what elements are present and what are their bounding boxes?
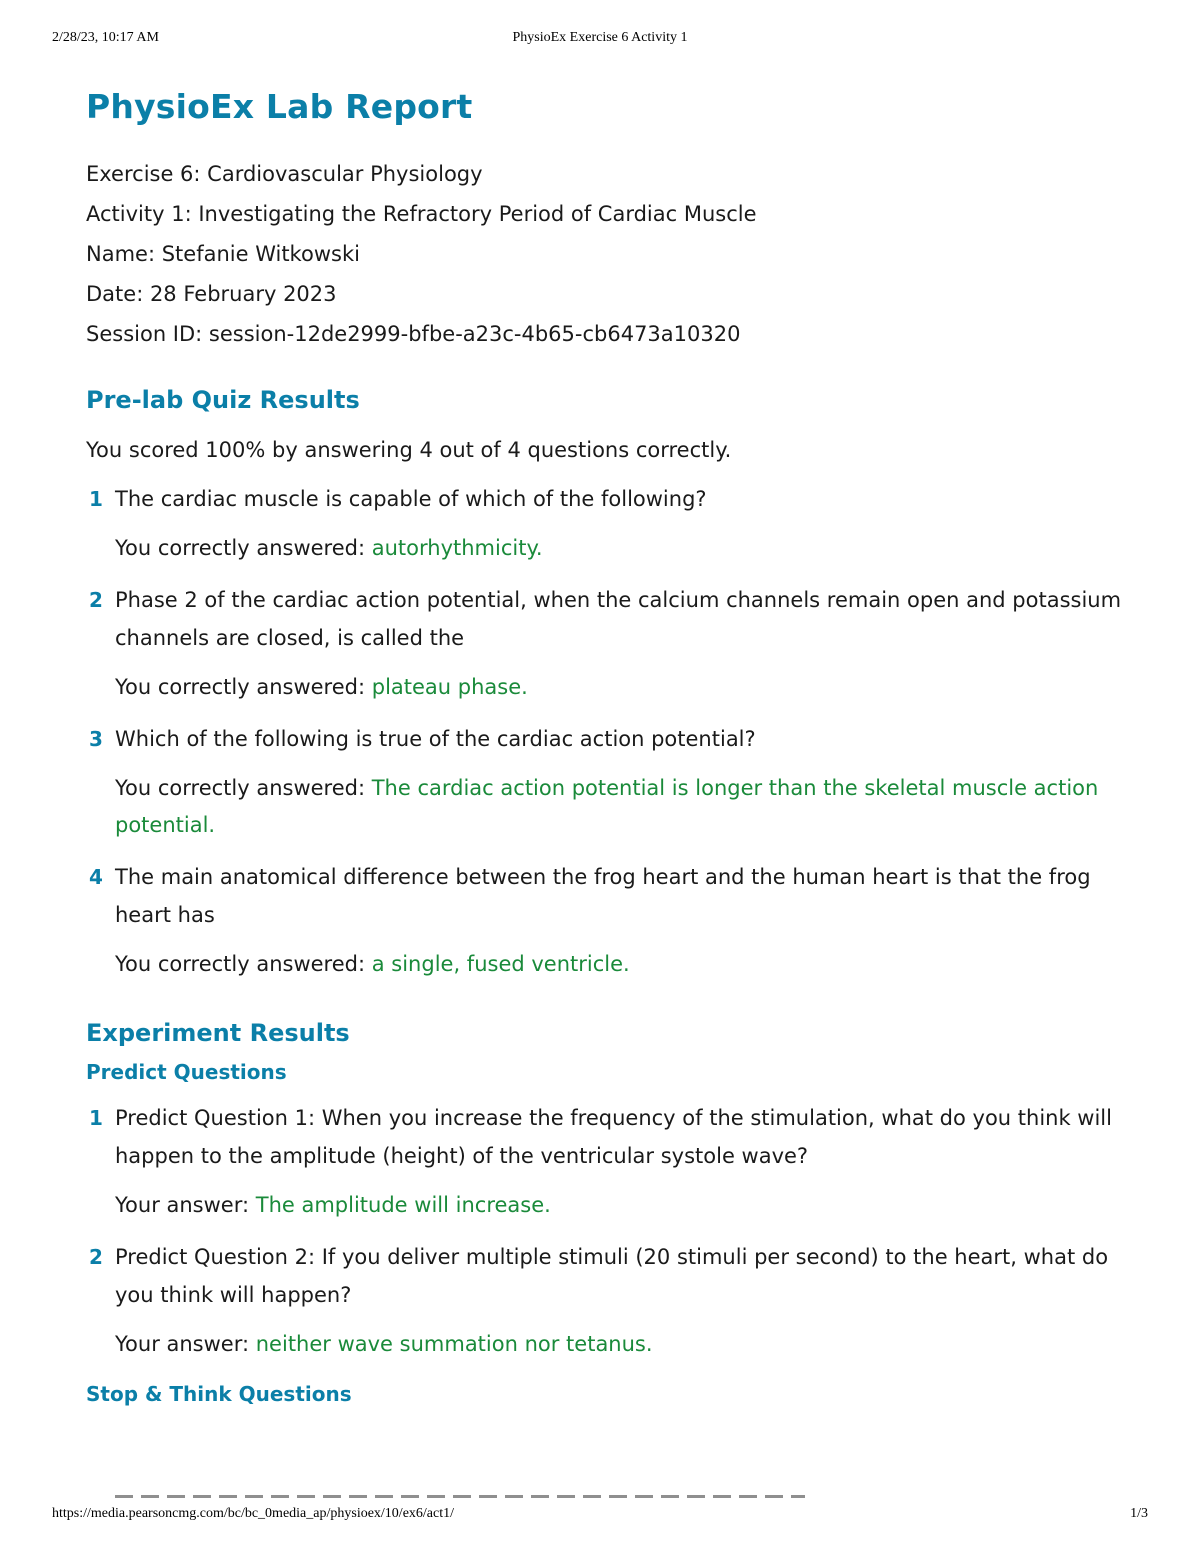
session-id: Session ID: session-12de2999-bfbe-a23c-4b65-cb6473a10320 xyxy=(86,322,741,346)
question-number: 3 xyxy=(89,727,103,751)
question-text: The main anatomical difference between the frog heart and the human heart is that the frog heart has xyxy=(115,865,1091,927)
print-footer xyxy=(0,1506,1200,1526)
report-date: Date: 28 February 2023 xyxy=(86,282,337,306)
print-header xyxy=(0,30,1200,50)
print-doc-title: PhysioEx Exercise 6 Activity 1 xyxy=(512,30,688,45)
exercise-line: Exercise 6: Cardiovascular Physiology xyxy=(86,162,483,186)
question-text: Phase 2 of the cardiac action potential, when the calcium channels remain open and potassium channels are closed, is called the xyxy=(115,588,1122,650)
question-number: 1 xyxy=(89,1106,103,1130)
answer-prefix: You correctly answered: xyxy=(115,952,372,976)
answer-prefix: You correctly answered: xyxy=(115,675,372,699)
question-number: 2 xyxy=(89,588,103,612)
answer-value: a single, fused ventricle. xyxy=(371,952,630,976)
page-break-cut-text xyxy=(115,1493,805,1499)
experiment-heading: Experiment Results xyxy=(86,1019,350,1047)
predict-question xyxy=(86,1099,1146,1224)
print-datetime: 2/28/23, 10:17 AM xyxy=(52,30,159,45)
activity-line: Activity 1: Investigating the Refractory Period of Cardiac Muscle xyxy=(86,202,757,226)
prelab-question xyxy=(86,858,1146,983)
print-url: https://media.pearsoncmg.com/bc/bc_0media_ap/physioex/10/ex6/act1/ xyxy=(52,1506,455,1521)
prelab-question xyxy=(86,581,1146,706)
page-number: 1/3 xyxy=(1130,1506,1148,1521)
question-text: Predict Question 2: If you deliver multiple stimuli (20 stimuli per second) to the heart, what do you think will happen? xyxy=(115,1245,1109,1307)
answer-value: neither wave summation nor tetanus. xyxy=(255,1332,653,1356)
answer-value: The amplitude will increase. xyxy=(255,1193,551,1217)
answer-prefix: Your answer: xyxy=(115,1332,256,1356)
report-content xyxy=(86,84,1146,1421)
question-answer xyxy=(115,669,1146,706)
question-answer xyxy=(115,1326,1146,1363)
question-text: Which of the following is true of the cardiac action potential? xyxy=(115,727,756,751)
question-text: The cardiac muscle is capable of which of the following? xyxy=(115,487,707,511)
answer-prefix: Your answer: xyxy=(115,1193,256,1217)
question-answer xyxy=(115,946,1146,983)
question-number: 2 xyxy=(89,1245,103,1269)
prelab-question xyxy=(86,480,1146,567)
prelab-score: You scored 100% by answering 4 out of 4 questions correctly. xyxy=(86,438,732,462)
predict-heading: Predict Questions xyxy=(86,1060,287,1084)
answer-prefix: You correctly answered: xyxy=(115,776,372,800)
answer-value: plateau phase. xyxy=(371,675,528,699)
predict-question xyxy=(86,1238,1146,1363)
question-text: Predict Question 1: When you increase the frequency of the stimulation, what do you think will happen to the amplitude (height) of the ventricular systole wave? xyxy=(115,1106,1112,1168)
stop-think-heading: Stop & Think Questions xyxy=(86,1382,352,1406)
answer-value: autorhythmicity. xyxy=(371,536,543,560)
question-answer xyxy=(115,530,1146,567)
question-number: 1 xyxy=(89,487,103,511)
student-name: Name: Stefanie Witkowski xyxy=(86,242,360,266)
page-title: PhysioEx Lab Report xyxy=(86,87,473,126)
prelab-question xyxy=(86,720,1146,844)
answer-prefix: You correctly answered: xyxy=(115,536,372,560)
question-number: 4 xyxy=(89,865,103,889)
question-answer xyxy=(115,770,1146,844)
answer-value: The cardiac action potential is longer than the skeletal muscle action potential. xyxy=(115,776,1099,837)
prelab-heading: Pre-lab Quiz Results xyxy=(86,386,360,414)
question-answer xyxy=(115,1187,1146,1224)
